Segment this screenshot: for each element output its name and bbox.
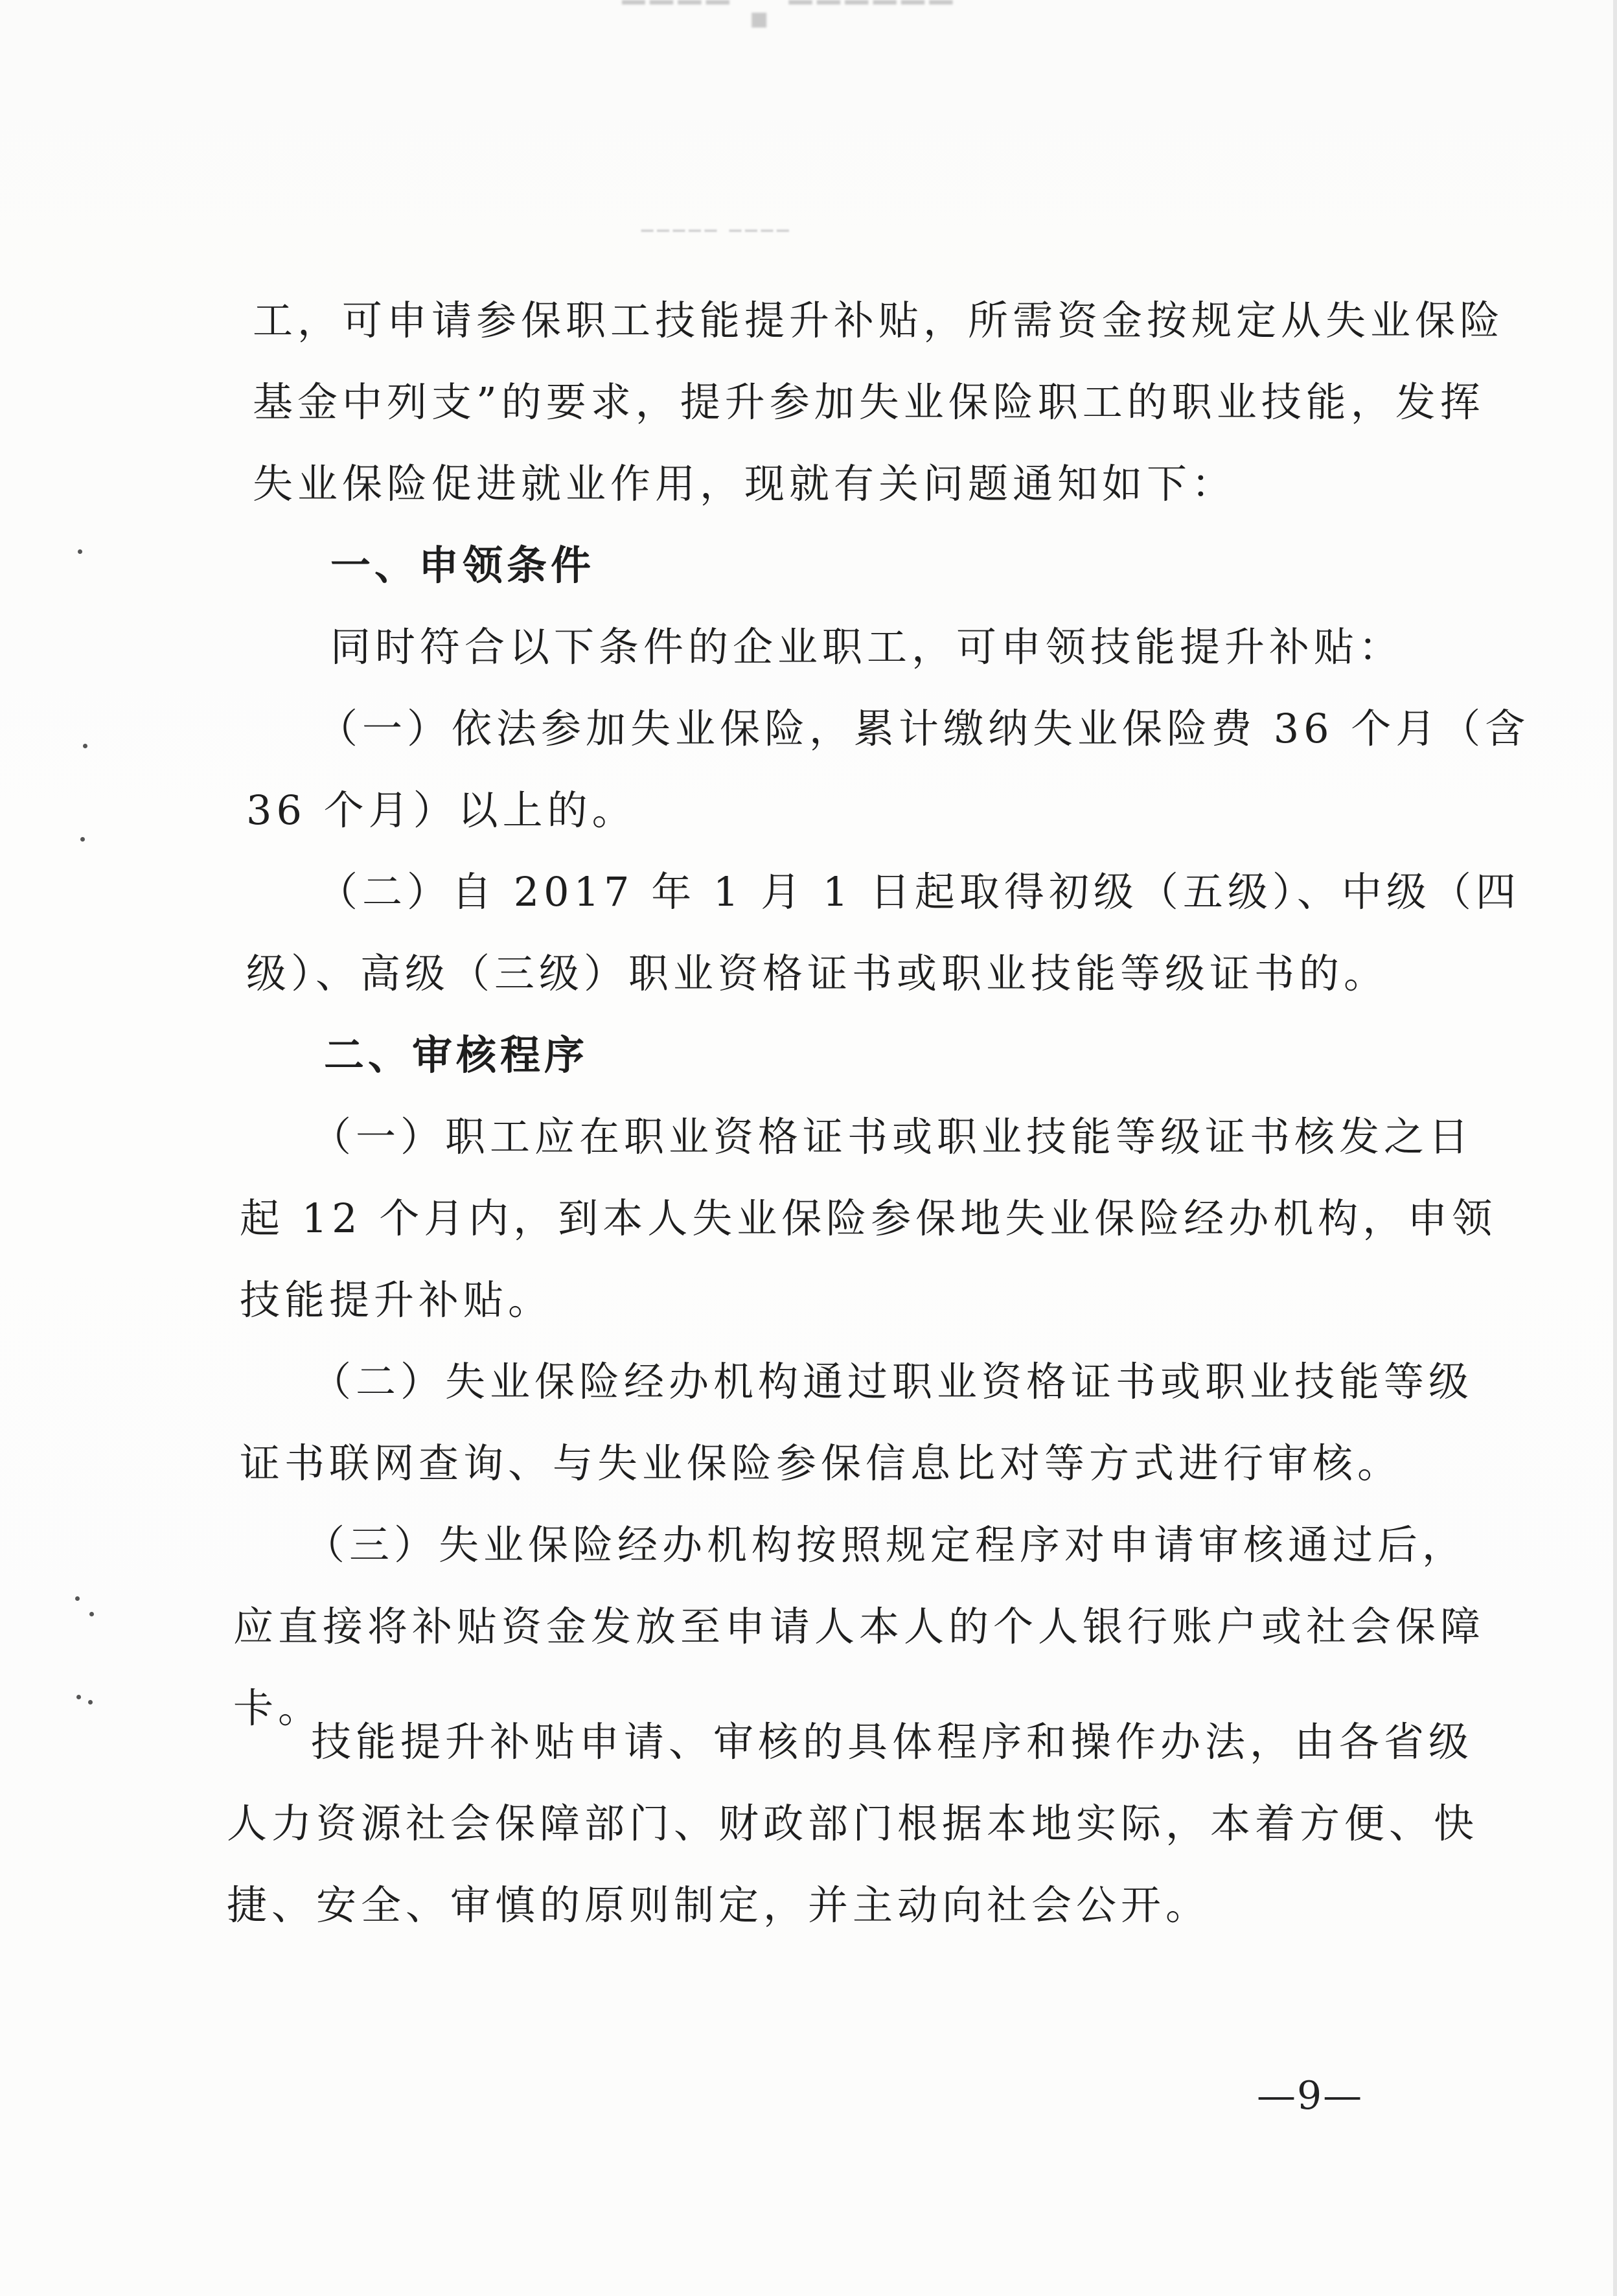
paragraph-line: 技能提升补贴申请、审核的具体程序和操作办法，由各省级	[311, 1718, 1474, 1765]
paragraph-line: 卡。	[233, 1684, 323, 1732]
margin-dot	[80, 837, 85, 842]
paragraph-line: 捷、安全、审慎的原则制定，并主动向社会公开。	[227, 1881, 1211, 1929]
page-number: —9—	[1257, 2073, 1364, 2118]
section-heading: 二、审核程序	[324, 1031, 589, 1079]
paragraph-line: 工，可申请参保职工技能提升补贴，所需资金按规定从失业保险	[253, 297, 1505, 344]
bleed-through-line: ▁▁▁▁▁ ▁▁▁▁	[641, 214, 793, 232]
paragraph-line: 应直接将补贴资金发放至申请人本人的个人银行账户或社会保障	[233, 1603, 1485, 1650]
paragraph-line: （一）职工应在职业资格证书或职业技能等级证书核发之日	[311, 1113, 1474, 1160]
paragraph-line: 人力资源社会保障部门、财政部门根据本地实际，本着方便、快	[227, 1800, 1479, 1847]
paragraph-line: （二）失业保险经办机构通过职业资格证书或职业技能等级	[311, 1358, 1474, 1405]
paragraph-line: 起 12 个月内，到本人失业保险参保地失业保险经办机构，申领	[240, 1195, 1497, 1242]
paragraph-line: 证书联网查询、与失业保险参保信息比对等方式进行审核。	[240, 1440, 1403, 1487]
paragraph-line: 同时符合以下条件的企业职工，可申领技能提升补贴：	[330, 623, 1404, 671]
paragraph-line: 36 个月）以上的。	[246, 786, 637, 834]
paragraph-line: （三）失业保险经办机构按照规定程序对申请审核通过后，	[304, 1521, 1467, 1568]
scan-edge	[1613, 0, 1617, 2296]
margin-dot	[83, 744, 87, 748]
margin-dot	[75, 1596, 80, 1601]
paragraph-line: （一）依法参加失业保险，累计缴纳失业保险费 36 个月（含	[317, 705, 1530, 752]
paragraph-line: 级）、高级（三级）职业资格证书或职业技能等级证书的。	[246, 950, 1389, 997]
bleed-through-header: ▔▔▔▔ ▪ ▔▔▔▔▔▔	[622, 0, 958, 35]
paragraph-line: 失业保险促进就业作用，现就有关问题通知如下：	[253, 460, 1237, 507]
margin-dot	[76, 1695, 81, 1699]
margin-dot	[78, 549, 82, 554]
paragraph-line: 技能提升补贴。	[240, 1276, 553, 1324]
paragraph-line: （二）自 2017 年 1 月 1 日起取得初级（五级）、中级（四	[317, 868, 1520, 915]
margin-dot	[89, 1612, 94, 1616]
section-heading: 一、申领条件	[330, 542, 595, 589]
margin-dot	[88, 1700, 93, 1705]
paragraph-line: 基金中列支”的要求，提升参加失业保险职工的职业技能，发挥	[253, 378, 1485, 426]
